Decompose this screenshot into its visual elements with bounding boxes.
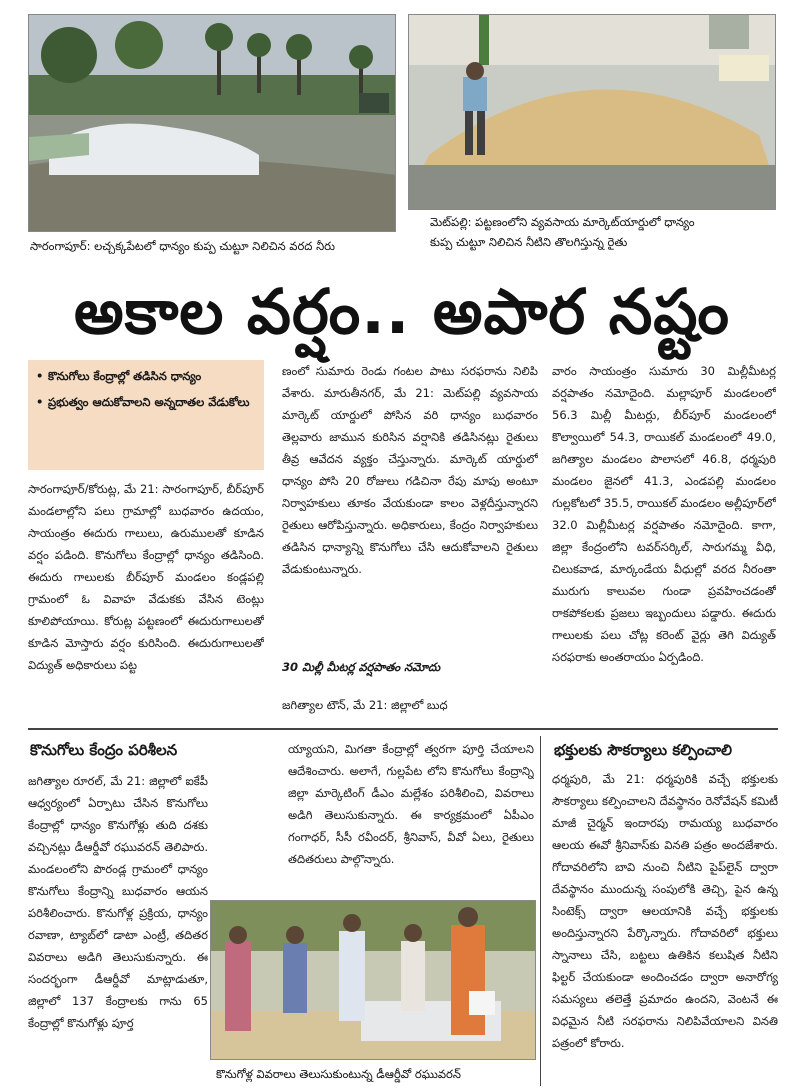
inspection-scene-illustration [211, 901, 536, 1060]
section-divider [28, 728, 778, 730]
market-yard-illustration [409, 15, 776, 210]
devotees-column-text: ధర్మపురి, మే 21: ధర్మపురికి వచ్చే భక్తులకు సౌకర్యాలు కల్పించాలని దేవస్థానం రెనోవేషన్ కమిటీ మాజీ చైర్మన్ ఇందారపు రామయ్య బుధవారం ఆలయ ఈవో శ్రీనివాస్‌కు వినతి పత్రం అందజేశారు. గోదావరిలోని బావి నుంచి నీటిని పైప్‌లైన్ ద్వారా దేవస్థానం ముందున్న సంపులోకి తెచ్చి, పైన ఉన్న సింటెక్స్ ద్వారా ఆలయానికి వచ్చే భక్తులకు అందిస్తున్నారని పేర్కొన్నారు. గోదావరిలో భక్తులు స్నానాలు చేసి, బట్టలు ఉతికిన కలుషిత నీటిని ఫిల్టర్ చేయకుండా అందించడం ద్వారా అనారోగ్య సమస్యలు తలెత్తే ప్రమాదం ఉందని, వెంటనే ఈ విధమైన నీటి సరఫరాను నిలిపివేయాలని వినతి పత్రంలో కోరారు. [552, 772, 778, 1050]
section-title-devotees: భక్తులకు సౌకర్యాలు కల్పించాలి [554, 741, 733, 759]
highlight-item: • ప్రభుత్వం ఆదుకోవాలని అన్నదాతల వేడుకోలు [36, 392, 256, 412]
photo-right-caption-line2: కుప్ప చుట్టూ నిలిచిన నీటిని తొలగిస్తున్న రైతు [430, 235, 628, 249]
page-headline: అకాల వర్షం.. అపార నష్టం [74, 275, 730, 348]
story-column-3 [552, 360, 776, 718]
procurement-column-2-text: య్యాయని, మిగతా కేంద్రాల్లో త్వరగా పూర్తి చేయాలని ఆదేశించారు. అలాగే, గుల్లపేట లోని కొనుగోలు కేంద్రాన్ని జిల్లా మార్కెటింగ్ డీఎం మల్లేశం పరిశీలించి, వివరాలు అడిగి తెలుసుకున్నారు. ఈ కార్యక్రమంలో ఏపీఎం గంగాధర్, సీసీ రవీందర్, శ్రీనివాస్, వీవో ఏలు, రైతులు తదితరులు పాల్గొన్నారు. [288, 742, 534, 866]
highlight-item: • కొనుగోలు కేంద్రాల్లో తడిసిన ధాన్యం [36, 366, 256, 386]
photo-farmer-clearing-water [408, 14, 776, 210]
story-column-2-text: ణంలో సుమారు రెండు గంటల పాటు సరఫరాను నిలిపి వేశారు. మారుతీనగర్, మే 21: మెట్‌పల్లి వ్యవసాయ మార్కెట్ యార్డులో పోసిన వరి ధాన్యం బుధవారం తెల్లవారు జామున కురిసిన వర్షానికి తడిసినట్లు రైతులు తీవ్ర ఆవేదన వ్యక్తం చేస్తున్నారు. మార్కెట్ యార్డులో ధాన్యం పోసి 20 రోజులు గడిచినా రేపు మాపు అంటూ నిర్వాహకులు తూకం వేయకుండా కాలం వెళ్లదీస్తున్నారని రైతులు ఆరోపిస్తున్నారు. అధికారులు, కేంద్రం నిర్వాహకులు తడిసిన ధాన్యాన్ని కొనుగోలు చేసి ఆదుకోవాలని రైతులు వేడుకుంటున్నారు. [282, 364, 538, 576]
rainfall-subhead: 30 మిల్లీ మీటర్ల వర్షపాతం నమోదు [282, 660, 441, 674]
photo-bottom-caption: కొనుగోళ్ల వివరాలు తెలుసుకుంటున్న డీఆర్డీవో రఘువరన్ [216, 1067, 461, 1081]
devotees-column [552, 768, 778, 1086]
story-column-2-tail-text: జగిత్యాల టౌన్, మే 21: జిల్లాలో బుధ [282, 698, 448, 712]
column-divider [540, 736, 541, 1086]
procurement-column-1-text: జగిత్యాల రూరల్, మే 21: జిల్లాలో ఐకేపీ ఆధ్వర్యంలో ఏర్పాటు చేసిన కొనుగోలు కేంద్రాల్లో ధాన్యం కొనుగోళ్లు తుది దశకు వచ్చినట్లు డీఆర్డీవో రఘువరన్ తెలిపారు. మండలంలోని పొరండ్ల గ్రామంలో ధాన్యం కొనుగోలు కేంద్రాన్ని బుధవారం ఆయన పరిశీలించారు. కొనుగోళ్ల ప్రక్రియ, ధాన్యం రవాణా, ట్యాబ్‌లో డాటా ఎంట్రీ, తదితర వివరాలు అడిగి తెలుసుకున్నారు. ఈ సందర్భంగా డీఆర్డీవో మాట్లాడుతూ, జిల్లాలో 137 కేంద్రాలకు గాను 65 కేంద్రాల్లో కొనుగోళ్లు పూర్త [28, 774, 208, 1030]
story-column-1-text: సారంగాపూర్/కోరుట్ల, మే 21: సారంగాపూర్, బీర్‌పూర్ మండలాల్లోని పలు గ్రామాల్లో బుధవారం ఉదయం, సాయంత్రం ఈదురు గాలులు, ఉరుములతో కూడిన వర్షం పడింది. కొనుగోలు కేంద్రాల్లో ధాన్యం తడిసింది. ఈదురు గాలులకు బీర్‌పూర్ మండలం కండ్లపల్లి గ్రామంలో ఓ వివాహ వేడుకకు వేసిన టెంట్లు కూలిపోయాయి. కోరుట్ల పట్టణంలో ఈదురుగాలులతో కూడిన మోస్తారు వర్షం కురిసింది. ఈదురుగాలులతో విద్యుత్ అధికారులు పట్ట [28, 482, 264, 672]
flood-scene-illustration [29, 15, 396, 232]
photo-flooded-grain [28, 14, 396, 232]
photo-left-caption: సారంగాపూర్: లచ్చక్కపేటలో ధాన్యం కుప్ప చుట్టూ నిలిచిన వరద నీరు [30, 239, 335, 253]
procurement-column-2 [288, 738, 534, 894]
section-title-procurement: కొనుగోలు కేంద్రం పరిశీలన [30, 741, 178, 759]
highlights-box [28, 360, 264, 470]
story-column-2-tail [282, 694, 538, 718]
photo-drdo-inspection [210, 900, 536, 1060]
story-column-1 [28, 478, 264, 726]
story-column-2 [282, 360, 538, 654]
photo-right-caption-line1: మెట్‌పల్లి: పట్టణంలోని వ్యవసాయ మార్కెట్‌యార్డులో ధాన్యం [430, 215, 695, 229]
procurement-column-1 [28, 770, 208, 1086]
story-column-3-text: వారం సాయంత్రం సుమారు 30 మిల్లీమీటర్ల వర్షపాతం నమోదైంది. మల్లాపూర్ మండలంలో 56.3 మిల్లీ మీటర్లు, బీర్‌పూర్ మండలంలో కొల్వాయిలో 54.3, రాయికల్ మండలంలో 49.0, జగిత్యాల మండలం పొలాసలో 46.8, ధర్మపురి మండలం జైనలో 41.3, ఎండపల్లి మండలం గుల్లకోటలో 35.5, రాయికల్ మండలం అల్లీపూర్‌లో 32.0 మిల్లీమీటర్ల వర్షపాతం నమోదైంది. కాగా, జిల్లా కేంద్రంలోని టవర్‌సర్కిల్, సారుగమ్మ వీధి, చిలుకవాడ, మార్కండేయ వీధుల్లో వరద నీరంతా మురుగు కాలువల గుండా ప్రవహించడంతో రాకపోకలకు ప్రజలు ఇబ్బందులు పడ్డారు. ఈదురు గాలులకు పలు చోట్ల కరెంట్ వైర్లు తెగి విద్యుత్ సరఫరాకు అంతరాయం ఏర్పడింది. [552, 364, 776, 664]
